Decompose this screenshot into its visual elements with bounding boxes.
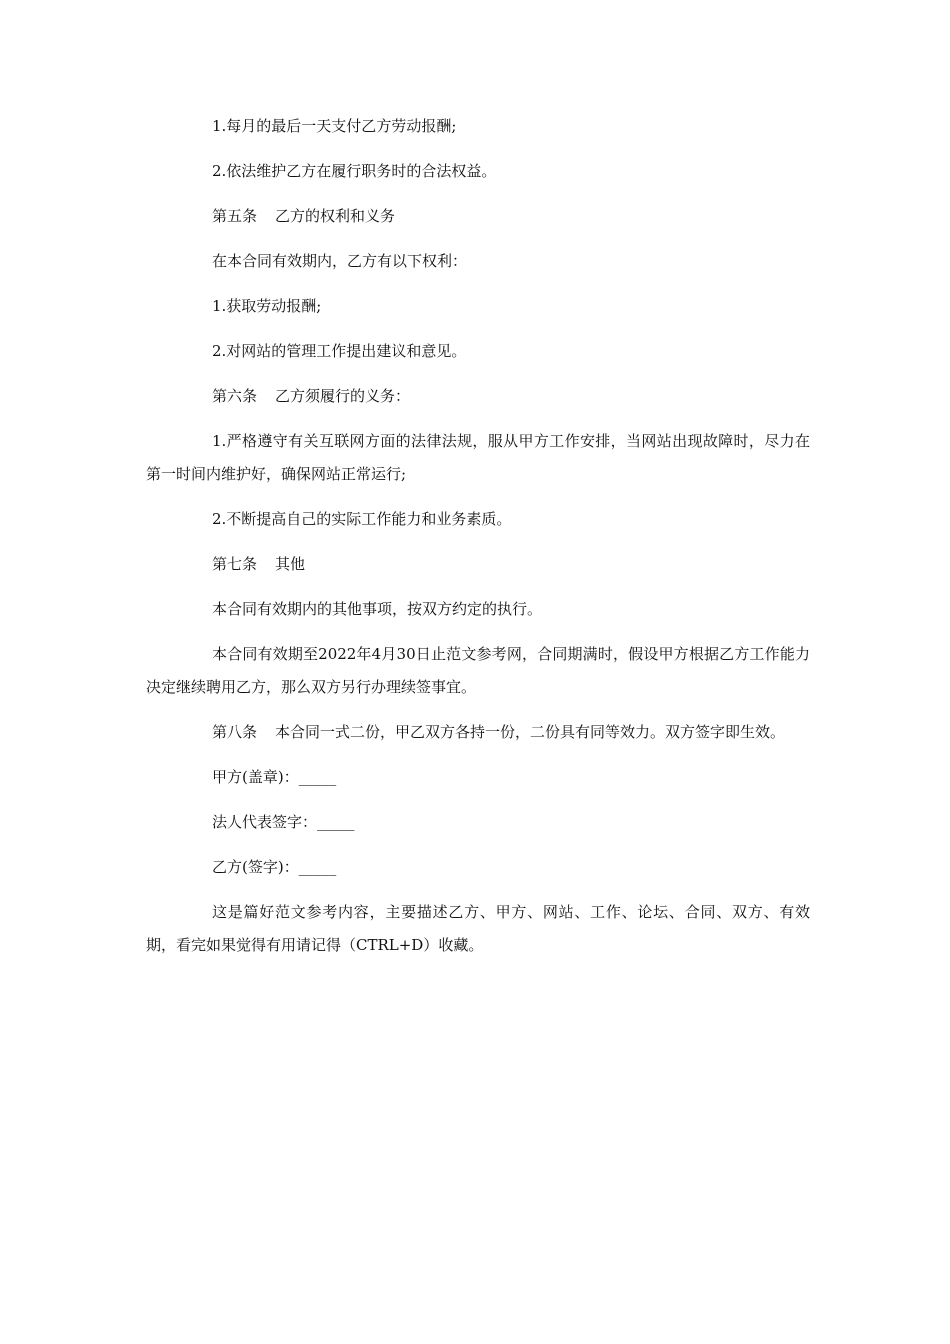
clause-paragraph: 本合同有效期至2022年4月30日止范文参考网，合同期满时，假设甲方根据乙方工作能力决定继续聘用乙方，那么双方另行办理续签事宜。 [146, 645, 810, 696]
article-heading [146, 548, 810, 581]
clause-paragraph: 2.不断提高自己的实际工作能力和业务素质。 [212, 510, 512, 528]
clause-paragraph: 1.每月的最后一天支付乙方劳动报酬; [212, 117, 457, 135]
article-heading [146, 716, 810, 749]
article-number: 第五条 [212, 207, 258, 225]
article-title: 其他 [275, 555, 306, 573]
clause-paragraph: 1.严格遵守有关互联网方面的法律法规，服从甲方工作安排，当网站出现故障时，尽力在第一时间内维护好，确保网站正常运行; [146, 432, 810, 483]
article-heading [146, 380, 810, 413]
article-number: 第六条 [212, 387, 258, 405]
article-title: 乙方须履行的义务： [275, 387, 411, 405]
article-title: 本合同一式二份，甲乙双方各持一份，二份具有同等效力。双方签字即生效。 [275, 723, 786, 741]
clause-paragraph: 1.获取劳动报酬; [212, 297, 322, 315]
clause-paragraph: 本合同有效期内的其他事项，按双方约定的执行。 [212, 600, 543, 618]
footer-note: 这是篇好范文参考内容，主要描述乙方、甲方、网站、工作、论坛、合同、双方、有效期，看完如果觉得有用请记得（CTRL+D）收藏。 [146, 903, 810, 954]
clause-paragraph: 2.依法维护乙方在履行职务时的合法权益。 [212, 162, 497, 180]
clause-paragraph: 2.对网站的管理工作提出建议和意见。 [212, 342, 467, 360]
clause-paragraph: 在本合同有效期内，乙方有以下权利： [212, 252, 468, 270]
article-title: 乙方的权利和义务 [275, 207, 396, 225]
article-number: 第八条 [212, 723, 258, 741]
signature-legal-rep: 法人代表签字：_____ [212, 813, 355, 831]
article-number: 第七条 [212, 555, 258, 573]
signature-party-a: 甲方(盖章)：_____ [212, 768, 337, 786]
article-heading [146, 200, 810, 233]
signature-party-b: 乙方(签字)：_____ [212, 858, 337, 876]
document-body [146, 110, 810, 974]
